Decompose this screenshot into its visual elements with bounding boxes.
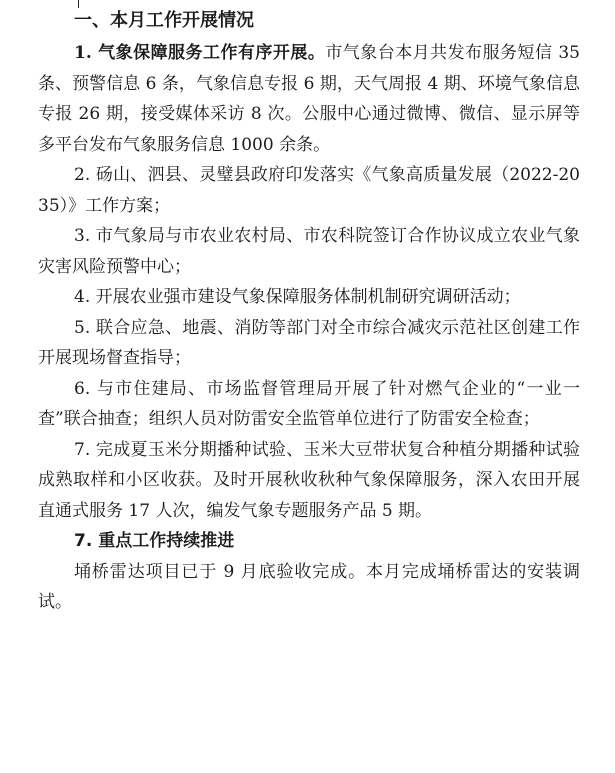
item-2-paragraph: 2. 砀山、泗县、灵璧县政府印发落实《气象高质量发展（2022-2035）》工作方案； <box>38 165 580 216</box>
subsection-heading: 7. 重点工作持续推进 <box>74 531 235 551</box>
item-1-lead: 1. 气象保障服务工作有序开展。 <box>74 43 326 63</box>
item-3-paragraph: 3. 市气象局与市农业农村局、市农科院签订合作协议成立农业气象灾害风险预警中心； <box>38 226 580 277</box>
section-heading: 一、本月工作开展情况 <box>74 10 254 31</box>
item-1-paragraph <box>38 38 580 160</box>
item-1-text: 市气象台本月共发布服务短信 35 条、预警信息 6 条，气象信息专报 6 期，天气周报 4 期、环境气象信息专报 26 期，接受媒体采访 8 次。公服中心通过微博、微信、显示屏等多平台发布气象服务信息 1000 余条。 <box>38 43 580 155</box>
subsection-paragraph: 埇桥雷达项目已于 9 月底验收完成。本月完成埇桥雷达的安装调试。 <box>38 561 580 612</box>
item-4-paragraph: 4. 开展农业强市建设气象保障服务体制机制研究调研活动； <box>74 287 521 307</box>
item-6-paragraph: 6. 与市住建局、市场监督管理局开展了针对燃气企业的“一业一查”联合抽查；组织人员对防雷安全监管单位进行了防雷安全检查； <box>38 378 580 429</box>
item-5-paragraph: 5. 联合应急、地震、消防等部门对全市综合减灾示范社区创建工作开展现场督查指导； <box>38 317 580 368</box>
document-body <box>38 8 580 618</box>
item-7-paragraph: 7. 完成夏玉米分期播种试验、玉米大豆带状复合种植分期播种试验成熟取样和小区收获。及时开展秋收秋种气象保障服务，深入农田开展直通式服务 17 人次，编发气象专题服务产品 5 期。 <box>38 439 580 521</box>
text-cursor <box>78 0 79 8</box>
